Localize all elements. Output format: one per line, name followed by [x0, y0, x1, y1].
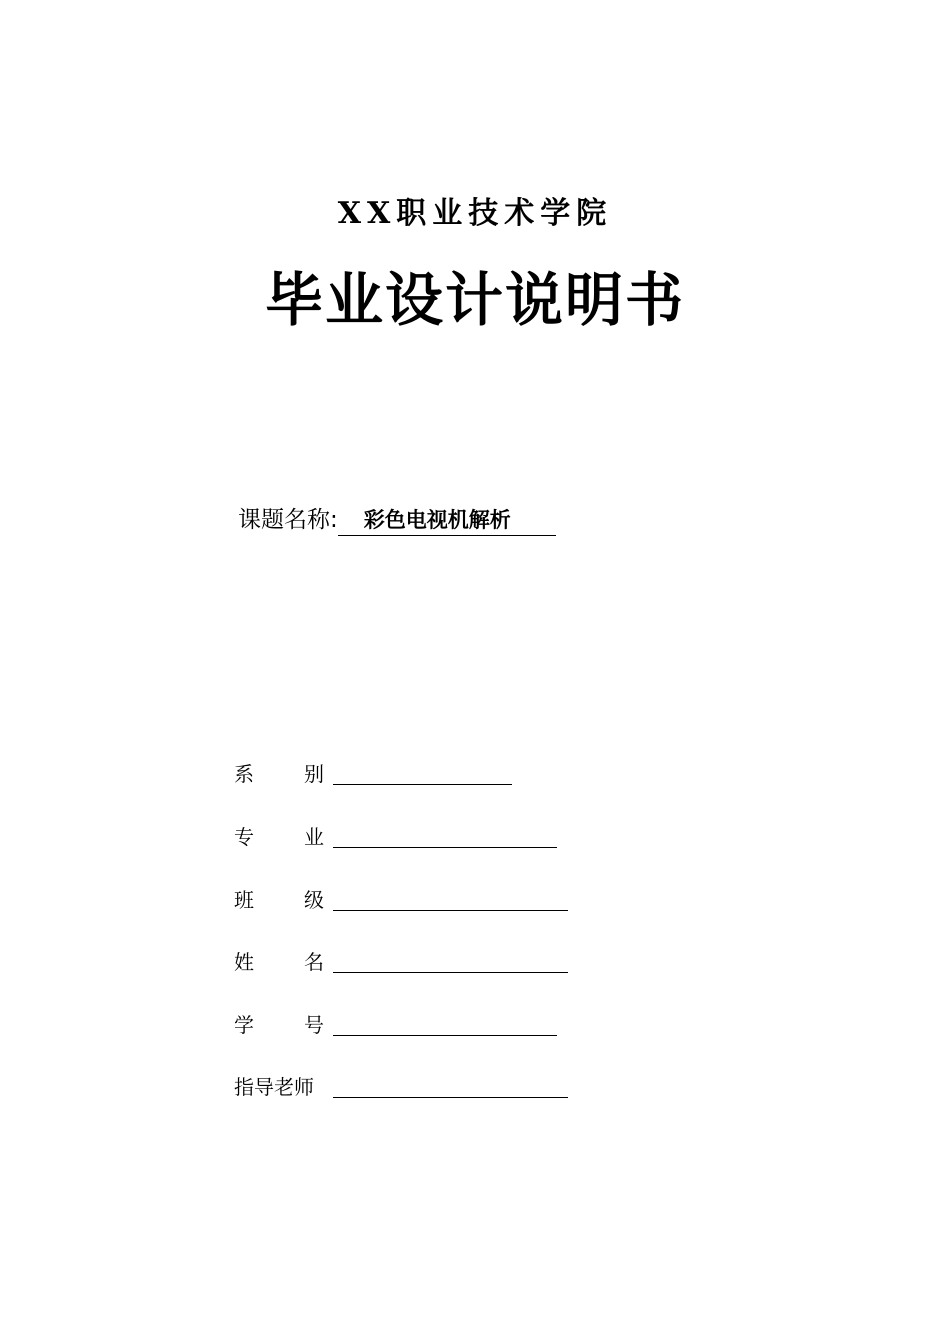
field-name-label-char1: 姓 [234, 950, 254, 974]
field-name-label-char2: 名 [304, 950, 324, 974]
field-student-id-label-char1: 学 [234, 1013, 254, 1037]
topic-value: 彩色电视机解析 [338, 505, 556, 536]
field-major-label-char2: 业 [304, 825, 324, 849]
topic-row [238, 502, 556, 538]
field-name-blank [333, 972, 568, 973]
document-title: 毕业设计说明书 [264, 266, 685, 334]
field-major-label [234, 821, 324, 853]
field-major-blank [333, 847, 557, 848]
field-department-label [234, 758, 324, 790]
topic-label: 课题名称: [238, 507, 338, 533]
field-department-label-char2: 别 [304, 762, 324, 786]
field-student-id-blank [333, 1035, 557, 1036]
field-class-label [234, 884, 324, 916]
field-student-id-label [234, 1009, 324, 1041]
school-name: XX职业技术学院 [337, 196, 613, 231]
field-advisor-label: 指导老师 [234, 1075, 314, 1099]
field-class-blank [333, 910, 568, 911]
field-name-label [234, 946, 324, 978]
field-class-label-char2: 级 [304, 888, 324, 912]
field-class-label-char1: 班 [234, 888, 254, 912]
field-student-id-label-char2: 号 [304, 1013, 324, 1037]
field-department-blank [333, 784, 512, 785]
field-advisor-blank [333, 1097, 568, 1098]
field-major-label-char1: 专 [234, 825, 254, 849]
field-department-label-char1: 系 [234, 762, 254, 786]
